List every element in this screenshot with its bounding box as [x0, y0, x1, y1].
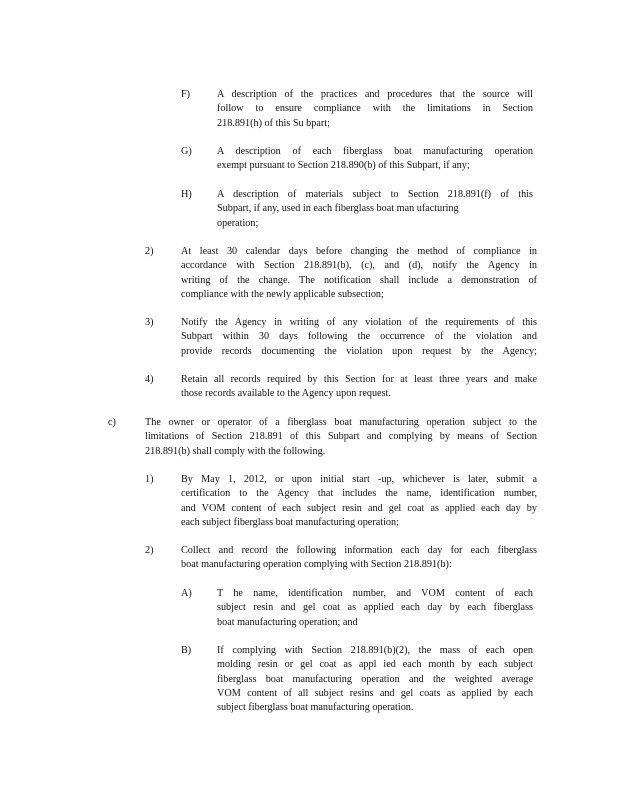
item-marker: 3): [145, 317, 154, 328]
item-marker: 4): [145, 374, 154, 385]
item-marker: F): [181, 89, 191, 100]
item-marker: A): [181, 588, 192, 599]
item-text: By May 1, 2012, or upon initial start -up, whichever is later, submit a certification to the Agency that includes the name, identification number, and VOM content of each subject resin and gel coat as applied each day by each subject fiberglass boat manufacturing operation;: [181, 474, 537, 528]
item-marker: B): [181, 645, 192, 656]
item-text: A description of the practices and procedures that the source will follow to ensure compliance with the limitations in Section 218.891(h) of this Su bpart;: [217, 89, 533, 129]
item-text: The owner or operator of a fiberglass boat manufacturing operation subject to the limitations of Section 218.891 of this Subpart and complying by means of Section 218.891(b) shall comply with the following.: [145, 417, 537, 457]
item-text: Collect and record the following information each day for each fiberglass boat manufacturing operation complying with Section 218.891(b):: [181, 545, 537, 571]
item-marker: H): [181, 189, 192, 200]
item-text: At least 30 calendar days before changing the method of compliance in accordance with Section 218.891(b), (c), and (d), notify the Agency in writing of the change. The notification shall include a demonstration of compliance with the newly applicable subsection;: [181, 246, 537, 300]
item-text: If complying with Section 218.891(b)(2), the mass of each open molding resin or gel coat as appl ied each month by each subject fiberglass boat manufacturing operation and the weighted average VOM content of all subject resins and gel coats as applied by each subject fiberglass boat manufacturing operation.: [217, 645, 533, 714]
item-text: T he name, identification number, and VOM content of each subject resin and gel coat as applied each day by each fiberglass boat manufacturing operation; and: [217, 588, 533, 628]
item-text: Retain all records required by this Section for at least three years and make those records available to the Agency upon request.: [181, 374, 537, 400]
item-text: A description of each fiberglass boat manufacturing operation exempt pursuant to Section 218.890(b) of this Subpart, if any;: [217, 146, 533, 172]
item-marker: 2): [145, 545, 154, 556]
item-marker: G): [181, 146, 192, 157]
item-marker: c): [108, 417, 116, 428]
item-marker: 1): [145, 474, 154, 485]
item-text: A description of materials subject to Section 218.891(f) of this Subpart, if any, used in each fiberglass boat man ufacturing operation;: [217, 189, 533, 229]
item-marker: 2): [145, 246, 154, 257]
item-text: Notify the Agency in writing of any violation of the requirements of this Subpart within 30 days following the occurrence of the violation and provide records documenting the violation upon request by the Agency;: [181, 317, 537, 357]
